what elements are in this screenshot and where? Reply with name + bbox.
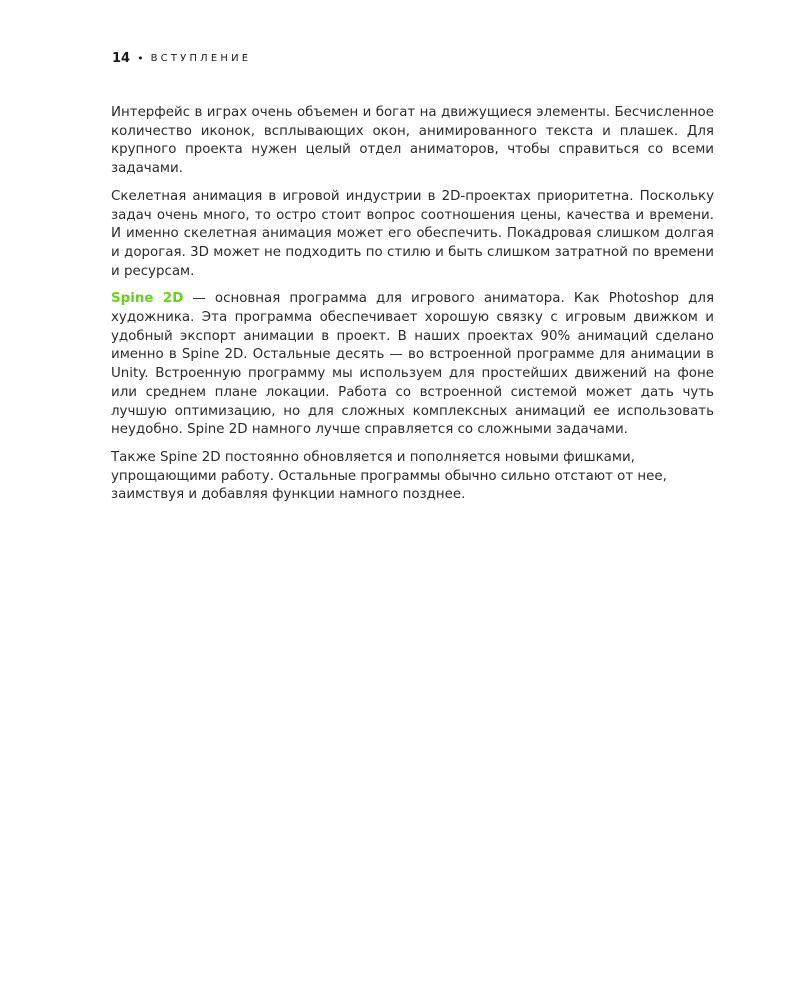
paragraph-4: Также Spine 2D постоянно обновляется и пополняется новыми фишками, упрощающими работу. Остальные программы обычно сильно отстают от нее, заимствуя и добавляя функции намного позднее. <box>111 449 667 503</box>
page-number: 14 <box>112 51 131 66</box>
paragraph-2: Скелетная анимация в игровой индустрии в 2D-проектах приоритетна. Поскольку задач очень много, то остро стоит вопрос соотношения цены, качества и времени. И именно скелетная анимация может его обеспечить. Покадровая слишком долгая и дорогая. 3D может не подходить по стилю и быть слишком затратной по времени и ресурсам. <box>111 188 714 279</box>
section-title: ВСТУПЛЕНИЕ <box>150 53 252 64</box>
spine-2d-highlight: Spine 2D <box>111 291 184 307</box>
paragraph-1: Интерфейс в играх очень объемен и богат на движущиеся элементы. Бесчисленное количество иконок, всплывающих окон, анимированного текста и плашек. Для крупного проекта нужен целый отдел аниматоров, чтобы справиться со всеми задачами. <box>111 105 714 177</box>
paragraph-3-text: — основная программа для игрового аниматора. Как Photoshop для художника. Эта программа обеспечивает хорошую связку с игровым движком и удобный экспорт анимации в проект. В наших проектах 90% анимаций сделано именно в Spine 2D. Остальные десять — во встроенной программе для анимации в Unity. Встроенную программу мы используем для простейших движений на фоне или среднем плане локации. Работа со встроенной системой может дать чуть лучшую оптимизацию, но для сложных комплексных анимаций ее использовать неудобно. Spine 2D намного лучше справляется со сложными задачами. <box>111 291 715 438</box>
header-bullet: • <box>137 52 144 65</box>
running-head <box>112 51 251 66</box>
body-text <box>111 104 714 514</box>
paragraph-3 <box>111 290 714 440</box>
